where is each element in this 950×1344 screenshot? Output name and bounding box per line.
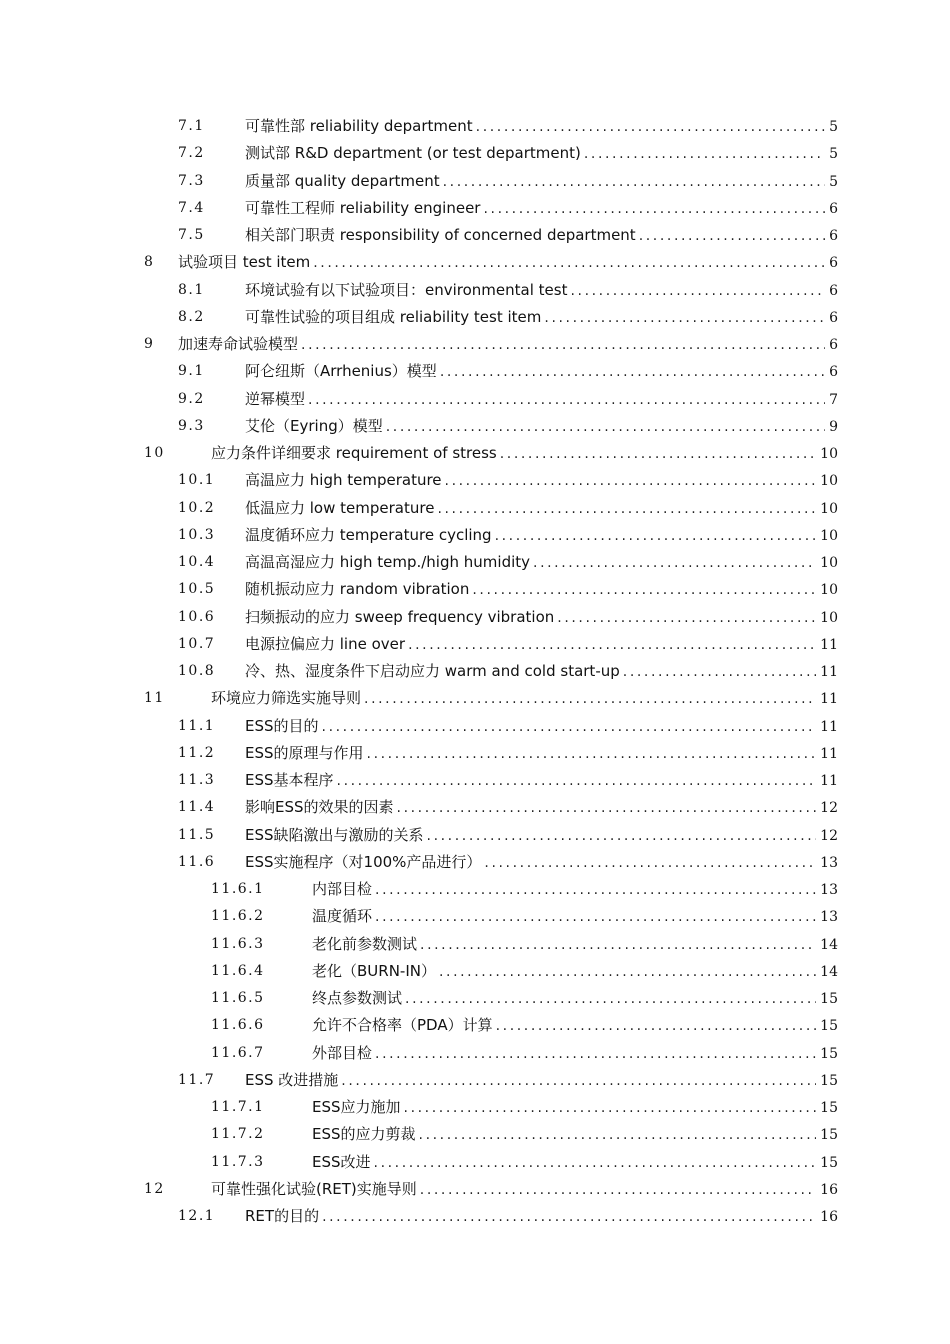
toc-entry-line: [312, 1094, 838, 1122]
toc-entry-line: [312, 1149, 838, 1177]
toc-entry[interactable]: [0, 358, 950, 385]
toc-dot-leader: [500, 441, 816, 468]
toc-entry[interactable]: [0, 140, 950, 167]
toc-entry-title: 质量部 quality department: [245, 171, 440, 190]
toc-entry-line: [312, 903, 838, 931]
toc-entry-line: [245, 495, 838, 523]
toc-entry[interactable]: [0, 1012, 950, 1039]
toc-entry-title: 可靠性部 reliability department: [245, 117, 473, 135]
toc-entry-line: [245, 658, 838, 686]
toc-entry-number: 10.5: [178, 581, 216, 598]
toc-entry-title: 电源拉偏应力 line over: [245, 634, 406, 653]
toc-entry[interactable]: [0, 685, 950, 712]
toc-entry-line: [312, 1121, 838, 1149]
toc-entry-page-number: 16: [820, 1209, 838, 1225]
toc-entry[interactable]: [0, 495, 950, 522]
toc-dot-leader: [472, 577, 816, 604]
toc-entry-title: 环境应力筛选实施导则: [211, 689, 362, 708]
toc-entry-number: 11.1: [178, 717, 216, 734]
toc-entry[interactable]: [0, 440, 950, 467]
toc-entry-title: ESS基本程序: [245, 771, 334, 789]
toc-dot-leader: [420, 1177, 816, 1204]
toc-dot-leader: [364, 686, 816, 713]
toc-entry-line: [245, 822, 838, 850]
toc-entry-number: 11.6.1: [211, 881, 265, 897]
toc-dot-leader: [445, 468, 817, 495]
toc-entry-line: [245, 195, 838, 223]
toc-entry-title: 外部目检: [312, 1043, 373, 1062]
toc-entry[interactable]: [0, 195, 950, 222]
toc-dot-leader: [313, 250, 825, 277]
toc-dot-leader: [544, 305, 825, 332]
toc-entry[interactable]: [0, 1067, 950, 1094]
toc-entry-number: 12: [144, 1180, 165, 1197]
toc-entry-page-number: 15: [820, 1127, 838, 1144]
toc-entry-title: ESS应力施加: [312, 1098, 401, 1116]
toc-entry[interactable]: [0, 713, 950, 740]
toc-entry-number: 9.2: [178, 390, 205, 407]
toc-entry-title: 随机振动应力 random vibration: [245, 580, 470, 599]
toc-entry[interactable]: [0, 168, 950, 195]
toc-entry-page-number: 10: [820, 582, 838, 599]
toc-dot-leader: [375, 877, 816, 904]
toc-entry-line: [245, 549, 838, 577]
toc-dot-leader: [367, 741, 817, 768]
toc-dot-leader: [341, 1068, 816, 1095]
toc-dot-leader: [337, 768, 817, 795]
toc-entry[interactable]: [0, 467, 950, 494]
toc-entry-page-number: 14: [820, 936, 838, 953]
toc-entry-page-number: 11: [820, 745, 838, 762]
toc-entry-line: [245, 604, 838, 632]
toc-entry[interactable]: [0, 277, 950, 304]
toc-entry-number: 7.1: [178, 118, 205, 134]
toc-entry-line: [312, 876, 838, 904]
toc-entry-line: [245, 277, 838, 305]
toc-entry-title: 温度循环应力 temperature cycling: [245, 525, 492, 544]
toc-entry[interactable]: [0, 386, 950, 413]
toc-dot-leader: [375, 904, 816, 931]
toc-entry-line: [245, 522, 838, 550]
toc-dot-leader: [322, 714, 817, 741]
toc-entry[interactable]: [0, 822, 950, 849]
toc-entry[interactable]: [0, 794, 950, 821]
toc-entry[interactable]: [0, 767, 950, 794]
toc-dot-leader: [405, 986, 816, 1013]
toc-dot-leader: [623, 659, 816, 686]
toc-entry-line: [312, 958, 838, 986]
toc-dot-leader: [375, 1041, 816, 1068]
toc-entry-page-number: 15: [820, 1045, 838, 1062]
toc-entry-number: 10.3: [178, 526, 216, 543]
toc-entry-page-number: 12: [820, 800, 838, 817]
toc-entry-page-number: 5: [829, 173, 838, 190]
toc-entry-title: 测试部 R&D department (or test department): [245, 144, 581, 163]
toc-entry-page-number: 10: [820, 555, 838, 571]
toc-entry-page-number: 10: [820, 446, 838, 462]
toc-entry-page-number: 15: [820, 991, 838, 1007]
toc-entry-title: 艾伦（Eyring）模型: [245, 416, 383, 435]
toc-entry[interactable]: [0, 903, 950, 930]
toc-entry-number: 7.3: [178, 172, 205, 189]
toc-entry-number: 10.4: [178, 554, 216, 570]
toc-entry-line: [245, 1067, 838, 1095]
toc-entry-title: 相关部门职责 responsibility of concerned department: [245, 226, 636, 244]
toc-entry-title: 低温应力 low temperature: [245, 498, 435, 517]
toc-entry-line: [245, 713, 838, 741]
toc-dot-leader: [427, 823, 817, 850]
toc-entry[interactable]: [0, 931, 950, 958]
toc-entry-number: 11.4: [178, 799, 216, 816]
toc-dot-leader: [437, 496, 816, 523]
toc-entry-title: RET的目的: [245, 1207, 320, 1225]
toc-entry-number: 7.5: [178, 227, 205, 243]
toc-entry-line: [245, 767, 838, 795]
toc-entry-page-number: 15: [820, 1154, 838, 1171]
toc-entry-title: 扫频振动的应力 sweep frequency vibration: [245, 607, 555, 626]
toc-entry[interactable]: [0, 413, 950, 440]
toc-entry-page-number: 11: [820, 664, 838, 680]
toc-entry-number: 7.4: [178, 199, 205, 216]
toc-entry-title: 影响ESS的效果的因素: [245, 798, 394, 817]
toc-entry[interactable]: [0, 249, 950, 276]
toc-entry-page-number: 11: [820, 691, 838, 708]
toc-entry-line: [245, 576, 838, 604]
toc-entry-page-number: 11: [820, 718, 838, 735]
toc-entry-title: 试验项目 test item: [178, 253, 311, 272]
toc-entry-title: 应力条件详细要求 requirement of stress: [211, 444, 497, 462]
toc-entry[interactable]: [0, 576, 950, 603]
toc-entry-page-number: 10: [820, 500, 838, 517]
toc-dot-leader: [496, 1013, 817, 1040]
toc-entry-number: 11.3: [178, 772, 216, 788]
toc-entry-page-number: 10: [820, 473, 838, 490]
toc-entry-page-number: 10: [820, 609, 838, 626]
toc-entry-number: 11.6.7: [211, 1044, 265, 1061]
toc-entry-number: 11.5: [178, 826, 216, 843]
toc-entry-number: 8.2: [178, 308, 205, 325]
toc-entry-number: 10.2: [178, 499, 216, 516]
toc-entry-line: [312, 931, 838, 959]
toc-dot-leader: [570, 278, 825, 305]
toc-entry-line: [178, 331, 838, 359]
toc-entry-line: [245, 794, 838, 822]
toc-dot-leader: [639, 223, 825, 250]
toc-entry-page-number: 13: [820, 882, 838, 898]
toc-entry-page-number: 7: [829, 391, 838, 408]
toc-entry-title: 环境试验有以下试验项目：environmental test: [245, 280, 568, 299]
toc-entry-line: [178, 249, 838, 277]
toc-dot-leader: [420, 932, 816, 959]
toc-entry-page-number: 5: [829, 146, 838, 163]
toc-entry-line: [245, 413, 838, 441]
toc-entry-title: 可靠性工程师 reliability engineer: [245, 198, 481, 217]
toc-entry[interactable]: [0, 1094, 950, 1121]
toc-entry-page-number: 6: [829, 255, 838, 272]
toc-dot-leader: [397, 795, 817, 822]
toc-entry[interactable]: [0, 331, 950, 358]
toc-entry-line: [312, 1012, 838, 1040]
toc-entry-title: ESS的原理与作用: [245, 743, 364, 762]
toc-entry-line: [312, 1040, 838, 1068]
toc-entry-title: 老化前参数测试: [312, 934, 418, 953]
toc-dot-leader: [443, 169, 825, 196]
toc-entry-page-number: 15: [820, 1018, 838, 1035]
toc-entry[interactable]: [0, 658, 950, 685]
toc-entry-page-number: 6: [829, 364, 838, 381]
toc-entry-number: 11.6: [178, 853, 216, 870]
toc-entry-page-number: 10: [820, 527, 838, 544]
toc-entry-page-number: 12: [820, 827, 838, 844]
toc-entry[interactable]: [0, 958, 950, 985]
toc-entry-title: ESS实施程序（对100%产品进行）: [245, 852, 482, 871]
toc-entry-page-number: 6: [829, 282, 838, 299]
toc-dot-leader: [440, 359, 825, 386]
toc-entry-title: 高温应力 high temperature: [245, 471, 442, 490]
toc-entry[interactable]: [0, 985, 950, 1012]
toc-dot-leader: [322, 1204, 816, 1231]
toc-entry-number: 9: [144, 336, 155, 352]
toc-entry-line: [211, 440, 838, 468]
toc-entry-title: 高温高湿应力 high temp./high humidity: [245, 553, 531, 571]
toc-entry-title: 阿仑纽斯（Arrhenius）模型: [245, 362, 437, 381]
toc-dot-leader: [483, 196, 825, 223]
toc-entry-page-number: 15: [820, 1072, 838, 1089]
toc-entry-page-number: 6: [829, 337, 838, 353]
toc-entry-title: ESS 改进措施: [245, 1070, 339, 1089]
toc-entry-line: [245, 358, 838, 386]
toc-entry-number: 11.6.2: [211, 908, 265, 925]
toc-entry[interactable]: [0, 740, 950, 767]
toc-entry-page-number: 11: [820, 773, 838, 789]
toc-entry-line: [312, 985, 838, 1013]
toc-entry-number: 7.2: [178, 145, 205, 162]
toc-dot-leader: [439, 959, 816, 986]
toc-entry-number: 11.6.4: [211, 962, 265, 979]
toc-entry-line: [245, 631, 838, 659]
toc-entry-line: [245, 849, 838, 877]
toc-entry-line: [211, 1176, 838, 1204]
toc-entry-line: [245, 168, 838, 196]
toc-entry-number: 9.3: [178, 417, 205, 434]
toc-dot-leader: [386, 414, 825, 441]
toc-entry-line: [245, 140, 838, 168]
toc-entry-line: [245, 113, 838, 141]
toc-entry-title: ESS的目的: [245, 716, 319, 735]
toc-dot-leader: [301, 332, 825, 359]
toc-dot-leader: [404, 1095, 817, 1122]
toc-entry-number: 10.1: [178, 472, 216, 489]
toc-entry-page-number: 13: [820, 854, 838, 871]
toc-entry-number: 11.6.5: [211, 990, 265, 1006]
toc-entry-title: 内部目检: [312, 880, 373, 898]
toc-entry-line: [245, 304, 838, 332]
toc-dot-leader: [308, 387, 825, 414]
toc-entry[interactable]: [0, 631, 950, 658]
toc-entry-number: 11.7.1: [211, 1099, 265, 1115]
toc-entry-number: 10: [144, 445, 165, 461]
toc-entry-number: 11.7.3: [211, 1153, 265, 1170]
toc-entry-page-number: 11: [820, 636, 838, 653]
toc-entry[interactable]: [0, 549, 950, 576]
toc-entry-title: 老化（BURN-IN）: [312, 961, 436, 980]
toc-entry-title: 终点参数测试: [312, 989, 403, 1007]
table-of-contents: [0, 113, 950, 1230]
toc-dot-leader: [484, 850, 816, 877]
toc-entry-title: 加速寿命试验模型: [178, 335, 299, 353]
toc-entry-title: 允许不合格率（PDA）计算: [312, 1016, 493, 1035]
toc-entry-number: 12.1: [178, 1208, 216, 1224]
toc-entry-number: 10.7: [178, 635, 216, 652]
toc-entry-number: 11.7: [178, 1071, 216, 1088]
toc-entry-number: 8.1: [178, 281, 205, 298]
toc-entry-number: 11.6.6: [211, 1017, 265, 1034]
toc-entry-title: ESS的应力剪裁: [312, 1125, 416, 1144]
toc-entry[interactable]: [0, 1203, 950, 1230]
toc-entry-page-number: 16: [820, 1181, 838, 1198]
toc-entry-number: 11.2: [178, 744, 216, 761]
toc-entry[interactable]: [0, 1149, 950, 1176]
toc-entry-page-number: 5: [829, 119, 838, 135]
toc-entry[interactable]: [0, 604, 950, 631]
toc-entry[interactable]: [0, 1121, 950, 1148]
toc-entry-page-number: 6: [829, 309, 838, 326]
toc-entry-page-number: 14: [820, 963, 838, 980]
toc-entry-title: 可靠性强化试验(RET)实施导则: [211, 1179, 417, 1198]
toc-dot-leader: [533, 550, 816, 577]
toc-entry[interactable]: [0, 849, 950, 876]
toc-entry-page-number: 6: [829, 228, 838, 244]
toc-entry-title: ESS改进: [312, 1152, 371, 1171]
toc-dot-leader: [495, 523, 817, 550]
toc-entry[interactable]: [0, 1176, 950, 1203]
toc-entry[interactable]: [0, 304, 950, 331]
toc-entry[interactable]: [0, 522, 950, 549]
toc-dot-leader: [419, 1122, 817, 1149]
toc-entry-page-number: 6: [829, 200, 838, 217]
toc-entry-page-number: 15: [820, 1100, 838, 1116]
toc-entry-page-number: 13: [820, 909, 838, 926]
toc-dot-leader: [557, 605, 816, 632]
toc-entry-number: 8: [144, 254, 155, 271]
toc-entry-number: 10.8: [178, 663, 216, 679]
toc-entry-number: 10.6: [178, 608, 216, 625]
toc-entry-line: [245, 1203, 838, 1231]
toc-entry-line: [245, 222, 838, 250]
toc-entry-title: ESS缺陷激出与激励的关系: [245, 825, 424, 844]
toc-entry-line: [245, 467, 838, 495]
toc-entry-title: 逆幂模型: [245, 389, 306, 408]
toc-entry-number: 9.1: [178, 363, 205, 380]
toc-dot-leader: [584, 141, 825, 168]
toc-entry-line: [211, 685, 838, 713]
toc-dot-leader: [476, 114, 825, 141]
toc-entry-title: 温度循环: [312, 907, 373, 926]
toc-entry-title: 冷、热、湿度条件下启动应力 warm and cold start-up: [245, 662, 620, 680]
toc-dot-leader: [408, 632, 816, 659]
toc-entry-number: 11: [144, 690, 165, 707]
toc-entry-number: 11.7.2: [211, 1126, 265, 1143]
toc-entry-number: 11.6.3: [211, 935, 265, 952]
toc-entry-title: 可靠性试验的项目组成 reliability test item: [245, 307, 542, 326]
toc-entry-line: [245, 740, 838, 768]
toc-entry[interactable]: [0, 876, 950, 903]
toc-entry-page-number: 9: [829, 418, 838, 435]
toc-dot-leader: [374, 1150, 817, 1177]
toc-entry[interactable]: [0, 1040, 950, 1067]
toc-entry-line: [245, 386, 838, 414]
toc-entry[interactable]: [0, 222, 950, 249]
toc-entry[interactable]: [0, 113, 950, 140]
